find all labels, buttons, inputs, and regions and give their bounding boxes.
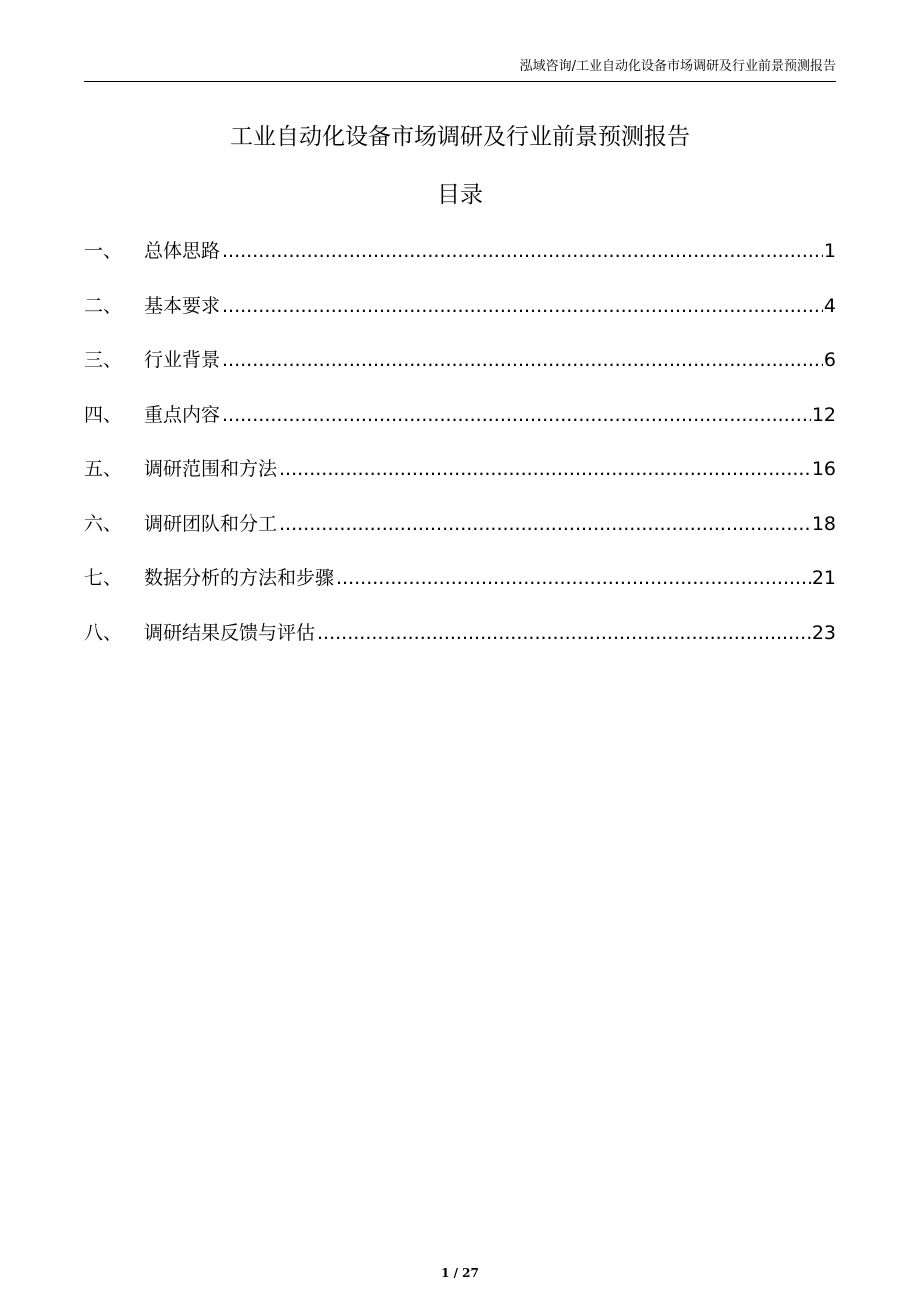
toc-entry[interactable] (84, 236, 836, 291)
toc-entry[interactable] (84, 400, 836, 455)
toc-entry-number: 六、 (84, 512, 123, 535)
document-title: 工业自动化设备市场调研及行业前景预测报告 (230, 124, 690, 150)
toc-dot-leader (222, 345, 823, 375)
toc-entry-number: 七、 (84, 567, 123, 589)
toc-entry[interactable] (84, 563, 836, 618)
toc-entry-page: 23 (811, 621, 836, 644)
toc-entry-page: 21 (811, 567, 836, 589)
toc-dot-leader (222, 291, 823, 321)
toc-heading: 目录 (437, 182, 483, 208)
toc-entry-page: 4 (823, 294, 836, 317)
running-header: 泓域咨询/工业自动化设备市场调研及行业前景预测报告 (519, 59, 836, 74)
toc-entry-number: 四、 (84, 403, 123, 426)
toc-entry-number: 八、 (84, 621, 123, 644)
toc-dot-leader (336, 563, 811, 593)
toc-entry-title: 重点内容 (144, 403, 221, 426)
toc-entry-title: 调研范围和方法 (144, 458, 278, 480)
header-divider (84, 81, 836, 82)
toc-entry[interactable] (84, 454, 836, 509)
toc-dot-leader (317, 618, 811, 648)
table-of-contents (84, 236, 836, 672)
toc-entry-number: 一、 (84, 240, 123, 262)
toc-dot-leader (279, 509, 811, 539)
toc-entry-title: 基本要求 (144, 294, 221, 317)
toc-entry[interactable] (84, 618, 836, 673)
toc-entry-number: 二、 (84, 294, 123, 317)
toc-entry-page: 1 (823, 240, 836, 262)
toc-entry-page: 16 (811, 458, 836, 480)
toc-entry[interactable] (84, 291, 836, 346)
toc-entry-title: 调研结果反馈与评估 (144, 621, 316, 644)
toc-entry-page: 6 (823, 349, 836, 371)
toc-entry[interactable] (84, 345, 836, 400)
toc-entry[interactable] (84, 509, 836, 564)
toc-dot-leader (222, 400, 811, 430)
toc-dot-leader (279, 454, 811, 484)
toc-entry-title: 总体思路 (144, 240, 221, 262)
toc-entry-page: 12 (811, 403, 836, 426)
page-number-footer: 1 / 27 (441, 1266, 479, 1280)
toc-entry-number: 三、 (84, 349, 123, 371)
toc-entry-page: 18 (811, 512, 836, 535)
toc-dot-leader (222, 236, 823, 266)
toc-entry-title: 数据分析的方法和步骤 (144, 567, 335, 589)
toc-entry-number: 五、 (84, 458, 123, 480)
toc-entry-title: 行业背景 (144, 349, 221, 371)
toc-entry-title: 调研团队和分工 (144, 512, 278, 535)
